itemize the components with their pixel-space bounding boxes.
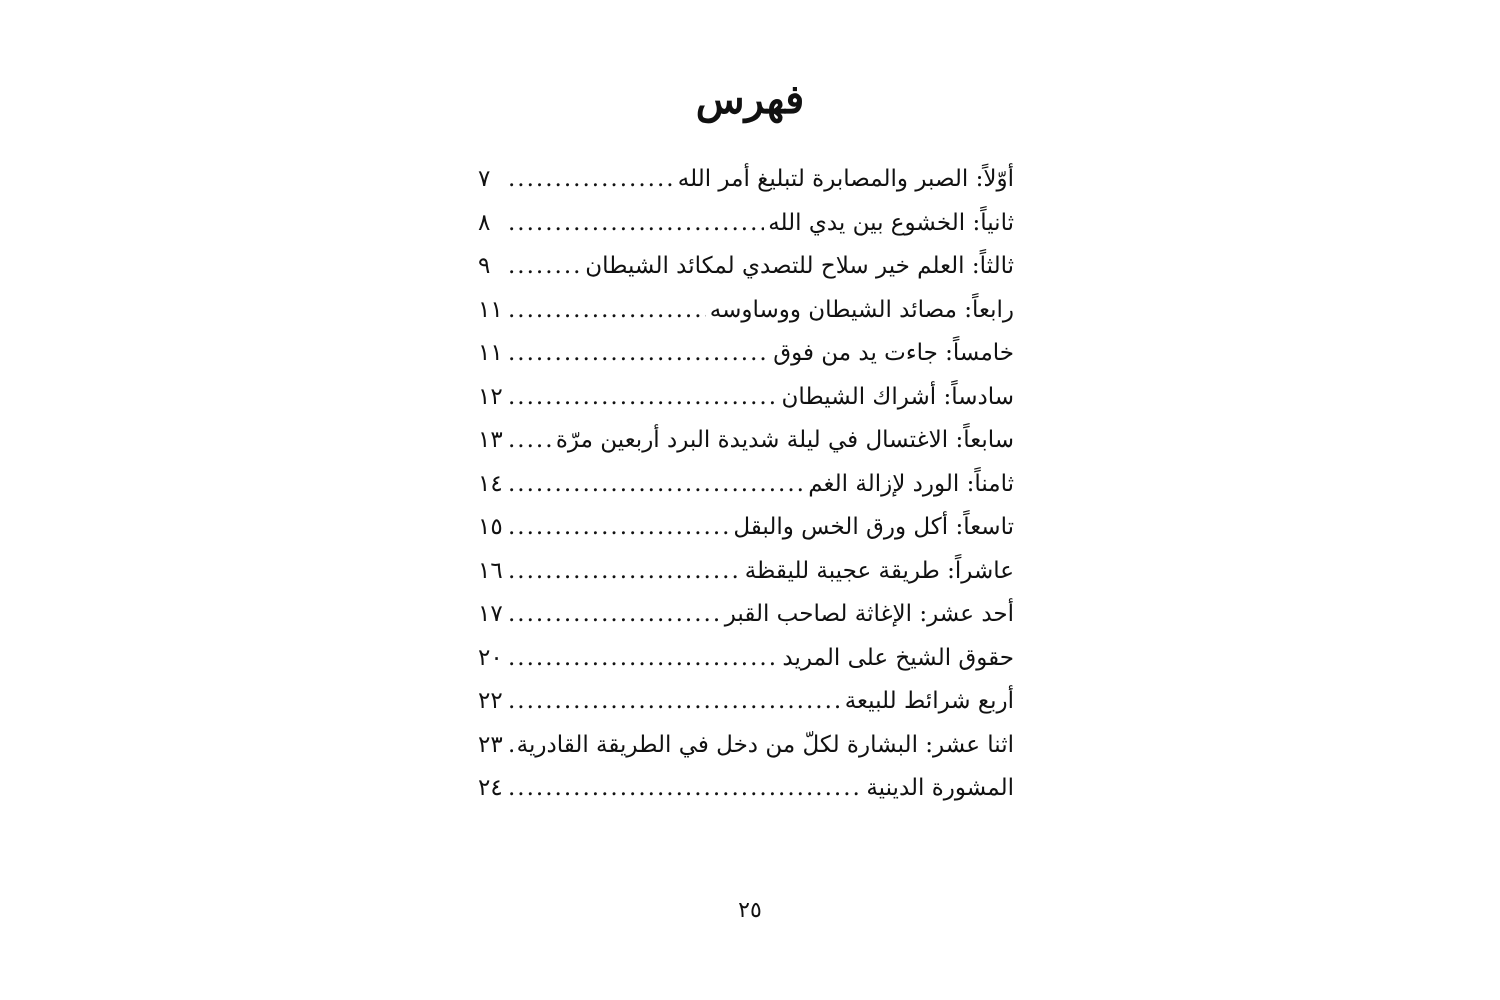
dot-leader bbox=[508, 593, 721, 637]
toc-entry-title: اثنا عشر: البشارة لكلّ من دخل في الطريقة القادرية bbox=[516, 731, 1014, 758]
dot-leader bbox=[508, 158, 674, 202]
toc-entry-title: حقوق الشيخ على المريد bbox=[782, 644, 1014, 671]
toc-entry-title: رابعاً: مصائد الشيطان ووساوسه bbox=[709, 296, 1014, 323]
dot-leader bbox=[508, 550, 741, 594]
toc-entry-page: ٢٣ bbox=[478, 731, 503, 758]
toc-entry-page: ١٢ bbox=[478, 383, 503, 410]
toc-entry bbox=[478, 289, 1014, 333]
toc-entry-title: عاشراً: طريقة عجيبة لليقظة bbox=[744, 557, 1014, 584]
toc-entry bbox=[478, 332, 1014, 376]
toc-entry bbox=[478, 724, 1014, 768]
toc-entry-page: ٢٢ bbox=[478, 688, 503, 714]
toc-entry bbox=[478, 550, 1014, 594]
dot-leader bbox=[508, 463, 804, 507]
dot-leader bbox=[508, 680, 841, 724]
toc-entry-title: تاسعاً: أكل ورق الخس والبقل bbox=[733, 514, 1014, 540]
toc-entry-title: المشورة الدينية bbox=[866, 775, 1014, 801]
toc-entry-page: ٢٠ bbox=[478, 644, 503, 671]
dot-leader bbox=[508, 376, 778, 420]
toc-entry-page: ١١ bbox=[478, 340, 503, 366]
dot-leader bbox=[508, 202, 764, 246]
dot-leader bbox=[508, 506, 729, 550]
toc-entry-page: ٧ bbox=[478, 166, 491, 192]
toc-entry-page: ٨ bbox=[478, 209, 491, 236]
toc-entry-page: ١٤ bbox=[478, 470, 503, 497]
toc-entry bbox=[478, 506, 1014, 550]
toc-entry-page: ١٣ bbox=[478, 427, 503, 453]
toc-entry-title: خامساً: جاءت يد من فوق bbox=[773, 340, 1014, 366]
toc-entry-page: ١٧ bbox=[478, 601, 503, 627]
dot-leader bbox=[508, 289, 706, 333]
toc-entry-title: ثامناً: الورد لإزالة الغم bbox=[808, 470, 1014, 497]
toc-entry bbox=[478, 158, 1014, 202]
toc-entry bbox=[478, 376, 1014, 420]
dot-leader bbox=[508, 767, 862, 811]
toc-entry-title: سابعاً: الاغتسال في ليلة شديدة البرد أربعين مرّة bbox=[555, 427, 1014, 453]
toc-entry-page: ١٦ bbox=[478, 557, 503, 584]
dot-leader bbox=[508, 419, 552, 463]
toc-entry-page: ١١ bbox=[478, 296, 503, 323]
toc-entry-page: ١٥ bbox=[478, 514, 503, 540]
toc-entry bbox=[478, 637, 1014, 681]
toc-entry-title: ثانياً: الخشوع بين يدي الله bbox=[768, 209, 1014, 236]
table-of-contents bbox=[478, 158, 1014, 811]
toc-entry-title: سادساً: أشراك الشيطان bbox=[781, 383, 1014, 410]
toc-entry-title: ثالثاً: العلم خير سلاح للتصدي لمكائد الشيطان bbox=[585, 253, 1014, 279]
toc-entry-title: أوّلاً: الصبر والمصابرة لتبليغ أمر الله bbox=[677, 166, 1014, 192]
dot-leader bbox=[508, 637, 778, 681]
page-number: ٢٥ bbox=[738, 898, 762, 923]
toc-entry bbox=[478, 463, 1014, 507]
toc-entry bbox=[478, 767, 1014, 811]
dot-leader bbox=[508, 245, 581, 289]
dot-leader bbox=[508, 332, 769, 376]
toc-entry bbox=[478, 593, 1014, 637]
toc-entry-page: ٢٤ bbox=[478, 775, 503, 801]
toc-entry bbox=[478, 680, 1014, 724]
toc-entry bbox=[478, 419, 1014, 463]
toc-entry bbox=[478, 245, 1014, 289]
toc-entry-page: ٩ bbox=[478, 253, 491, 279]
toc-entry-title: أربع شرائط للبيعة bbox=[844, 688, 1014, 714]
toc-entry-title: أحد عشر: الإغاثة لصاحب القبر bbox=[724, 601, 1014, 627]
dot-leader bbox=[508, 724, 513, 768]
page-title: فهرس bbox=[695, 76, 805, 123]
toc-entry bbox=[478, 202, 1014, 246]
